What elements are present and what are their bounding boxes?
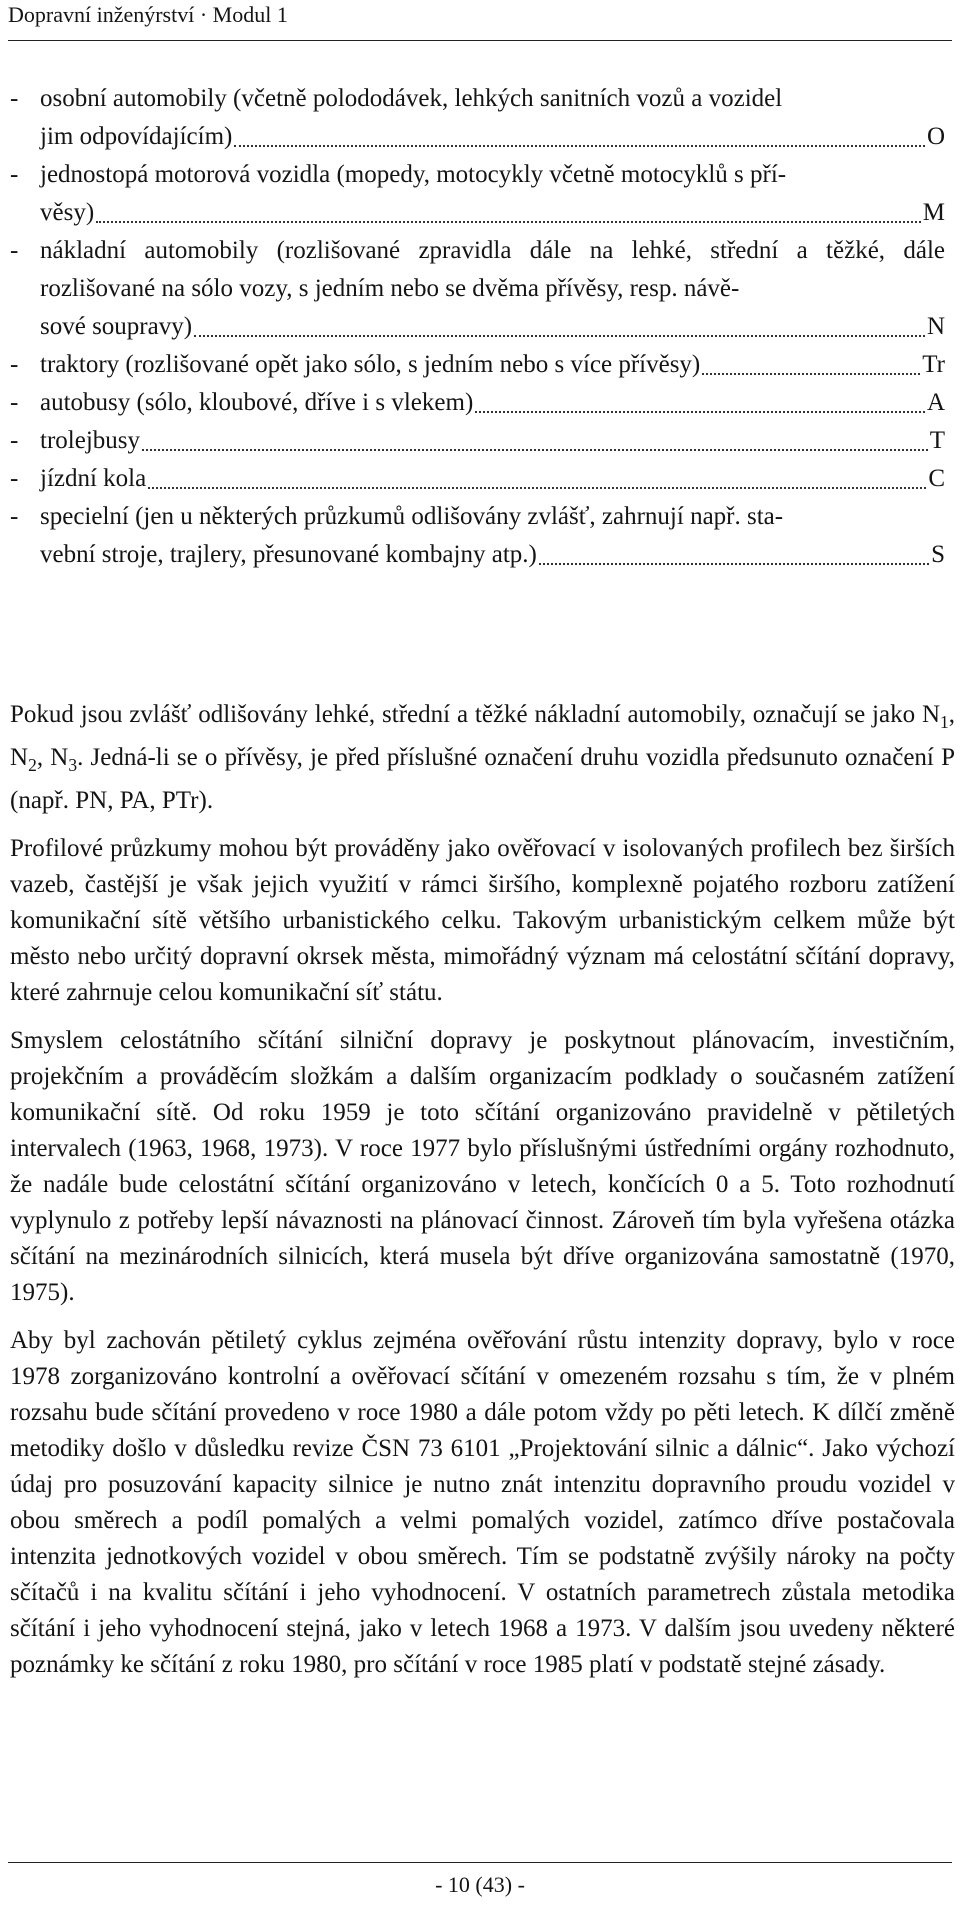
list-item [10, 346, 945, 384]
list-dash: - [10, 427, 19, 454]
list-item-line [40, 118, 945, 156]
list-dash: - [10, 85, 19, 112]
dot-leader [475, 409, 925, 413]
list-item [10, 384, 945, 422]
list-item-text: nákladní automobily (rozlišované zpravidla dále na lehké, střední a těžké, dále rozlišované na sólo vozy, s jedním nebo se dvěma přívěsy, resp. návě- [40, 237, 945, 302]
page-number: - 10 (43) - [435, 1872, 525, 1897]
note-text: , N [36, 744, 69, 771]
list-item-text: věsy) [40, 199, 95, 226]
paragraph: Smyslem celostátního sčítání silniční dopravy je poskytnout plánovacím, investičním, projekčním a prováděcím složkám a dalším organizacím podklady o současném zatížení komunikační sítě. Od roku 1959 je toto sčítání organizováno pravidelně v pětiletých intervalech (1963, 1968, 1973). V roce 1977 bylo příslušnými ústředními orgány rozhodnuto, že nadále bude celostátní sčítání organizováno v letech, končících 0 a 5. Toto rozhodnutí vyplynulo z potřeby lepší návaznosti na plánovací činnost. Zároveň tím byla vyřešena otázka sčítání na mezinárodních silnicích, která musela být dříve organizována samostatně (1970, 1975). [10, 1027, 955, 1306]
list-dash: - [10, 161, 19, 188]
subscript: 1 [940, 712, 949, 732]
list-item [10, 232, 945, 346]
subscript: 2 [28, 755, 37, 775]
header-rule [8, 40, 952, 41]
list-item-line [40, 460, 945, 498]
list-dash: - [10, 351, 19, 378]
list-item [10, 460, 945, 498]
list-item-text: jim odpovídajícím) [40, 123, 233, 150]
list-item-line [40, 422, 945, 460]
list-item-text: specielní (jen u některých průzkumů odlišovány zvlášť, zahrnují např. sta- [40, 503, 784, 530]
category-code: O [926, 123, 945, 150]
list-item-line [40, 308, 945, 346]
note-text: Pokud jsou zvlášť odlišovány lehké, střední a těžké nákladní automobily, označují se jako N [10, 701, 940, 728]
category-code: Tr [922, 351, 945, 378]
list-item-text: autobusy (sólo, kloubové, dříve i s vlekem) [40, 389, 474, 416]
note-text: . Jedná-li se o přívěsy, je před příslušné označení druhu vozidla předsunuto označení P (např. PN, PA, PTr). [10, 744, 955, 814]
list-item-text: jízdní kola [40, 465, 147, 492]
list-item-text: traktory (rozlišované opět jako sólo, s jedním nebo s více přívěsy) [40, 351, 701, 378]
list-item-line [40, 384, 945, 422]
dot-leader [539, 561, 929, 565]
list-item-text: vební stroje, trajlery, přesunované kombajny atp.) [40, 541, 537, 568]
list-item [10, 80, 945, 156]
dot-leader [142, 447, 928, 451]
page-header [0, 0, 960, 42]
dot-leader [96, 219, 921, 223]
category-code: C [928, 465, 945, 492]
dot-leader [702, 371, 920, 375]
list-item-text: sové soupravy) [40, 313, 193, 340]
list-item-line [40, 346, 945, 384]
header-title: Dopravní inženýrství · Modul 1 [8, 2, 288, 27]
list-item [10, 156, 945, 232]
list-item [10, 422, 945, 460]
list-item-line [40, 194, 945, 232]
list-item-text: osobní automobily (včetně polododávek, lehkých sanitních vozů a vozidel [40, 85, 783, 112]
category-code: T [929, 427, 945, 454]
paragraph-note [10, 697, 955, 819]
body-text [10, 697, 955, 1695]
subscript: 3 [68, 755, 78, 775]
category-code: A [926, 389, 945, 416]
list-dash: - [10, 389, 19, 416]
category-code: N [926, 313, 945, 340]
category-code: S [931, 541, 945, 568]
footer-rule [8, 1862, 952, 1863]
dot-leader [148, 485, 926, 489]
list-item-line [40, 536, 945, 574]
note-text: , N [10, 701, 955, 771]
vehicle-category-list [10, 80, 945, 574]
paragraph: Profilové průzkumy mohou být prováděny jako ověřovací v isolovaných profilech bez širších vazeb, častější je však jejich využití v rámci širšího, komplexně pojatého rozboru zatížení komunikační sítě většího urbanistického celku. Takovým urbanistickým celkem může být město nebo určitý dopravní okrsek města, mimořádný význam má celostátní sčítání dopravy, které zahrnuje celou komunikační síť státu. [10, 835, 955, 1006]
dot-leader [194, 333, 925, 337]
list-item-text: jednostopá motorová vozidla (mopedy, motocykly včetně motocyklů s pří- [40, 161, 787, 188]
dot-leader [234, 143, 925, 147]
list-dash: - [10, 237, 19, 264]
list-item-text: trolejbusy [40, 427, 140, 454]
paragraph: Aby byl zachován pětiletý cyklus zejména ověřování růstu intenzity dopravy, bylo v roce 1978 zorganizováno kontrolní a ověřovací sčítání v omezeném rozsahu s tím, že v plném rozsahu bude sčítání provedeno v roce 1980 a dále potom vždy po pěti letech. K dílčí změně metodiky došlo v důsledku revize ČSN 73 6101 „Projektování silnic a dálnic“. Jako výchozí údaj pro posuzování kapacity silnice je nutno znát intenzitu dopravního proudu vozidel v obou směrech a podíl pomalých a velmi pomalých vozidel, zatímco dříve postačovala intenzita jednotkových vozidel v obou směrech. Tím se podstatně zvýšily nároky na počty sčítačů i na kvalitu sčítání i jeho vyhodnocení. V ostatních parametrech zůstala metodika sčítání i jeho vyhodnocení stejná, jako v letech 1968 a 1973. V dalším jsou uvedeny některé poznámky ke sčítání z roku 1980, pro sčítání v roce 1985 platí v podstatě stejné zásady. [10, 1327, 955, 1678]
category-code: M [922, 199, 945, 226]
list-item [10, 498, 945, 574]
list-dash: - [10, 503, 19, 530]
list-dash: - [10, 465, 19, 492]
